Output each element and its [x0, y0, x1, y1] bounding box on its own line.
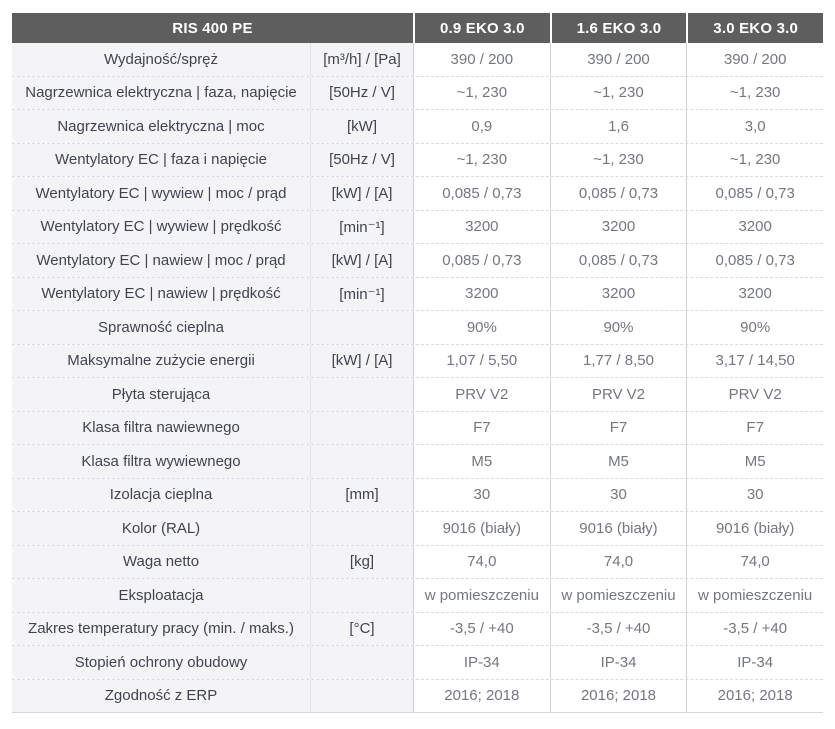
- spec-value: ~1, 230: [686, 77, 823, 110]
- table-row: [12, 378, 823, 412]
- table-row: [12, 244, 823, 278]
- spec-label: Wentylatory EC | faza i napięcie: [12, 144, 310, 177]
- spec-value: PRV V2: [550, 378, 687, 411]
- spec-value: 74,0: [413, 546, 550, 579]
- spec-value: IP-34: [550, 646, 687, 679]
- spec-label: Klasa filtra nawiewnego: [12, 412, 310, 445]
- spec-value: 1,07 / 5,50: [413, 345, 550, 378]
- spec-value: F7: [686, 412, 823, 445]
- spec-unit: [kW]: [310, 110, 413, 143]
- spec-value: 0,085 / 0,73: [550, 244, 687, 277]
- spec-value: M5: [686, 445, 823, 478]
- spec-unit: [m³/h] / [Pa]: [310, 43, 413, 76]
- spec-value: 0,085 / 0,73: [686, 244, 823, 277]
- spec-value: 3200: [686, 278, 823, 311]
- spec-value: 90%: [550, 311, 687, 344]
- table-row: [12, 345, 823, 379]
- spec-value: ~1, 230: [550, 144, 687, 177]
- spec-label: Wentylatory EC | nawiew | moc / prąd: [12, 244, 310, 277]
- spec-value: PRV V2: [686, 378, 823, 411]
- spec-label: Wentylatory EC | nawiew | prędkość: [12, 278, 310, 311]
- spec-value: w pomieszczeniu: [686, 579, 823, 612]
- spec-label: Wentylatory EC | wywiew | prędkość: [12, 211, 310, 244]
- spec-unit: [310, 311, 413, 344]
- spec-unit: [310, 579, 413, 612]
- spec-unit: [310, 512, 413, 545]
- spec-unit: [310, 378, 413, 411]
- model-header-3: 3.0 EKO 3.0: [686, 13, 823, 43]
- spec-value: 3,17 / 14,50: [686, 345, 823, 378]
- spec-value: 2016; 2018: [686, 680, 823, 713]
- spec-value: w pomieszczeniu: [413, 579, 550, 612]
- spec-value: 0,085 / 0,73: [413, 244, 550, 277]
- spec-value: IP-34: [413, 646, 550, 679]
- spec-label: Zakres temperatury pracy (min. / maks.): [12, 613, 310, 646]
- spec-value: PRV V2: [413, 378, 550, 411]
- table-row: [12, 646, 823, 680]
- spec-label: Kolor (RAL): [12, 512, 310, 545]
- spec-unit: [310, 680, 413, 713]
- table-row: [12, 445, 823, 479]
- spec-value: ~1, 230: [413, 144, 550, 177]
- spec-unit: [50Hz / V]: [310, 144, 413, 177]
- spec-value: 3200: [550, 211, 687, 244]
- spec-unit: [min⁻¹]: [310, 278, 413, 311]
- spec-value: 90%: [686, 311, 823, 344]
- table-row: [12, 177, 823, 211]
- spec-value: 30: [686, 479, 823, 512]
- spec-value: 74,0: [550, 546, 687, 579]
- spec-value: 0,085 / 0,73: [413, 177, 550, 210]
- spec-value: 3200: [413, 278, 550, 311]
- spec-value: 1,6: [550, 110, 687, 143]
- model-header-2: 1.6 EKO 3.0: [550, 13, 687, 43]
- spec-label: Nagrzewnica elektryczna | moc: [12, 110, 310, 143]
- spec-table: [12, 13, 823, 713]
- table-row: [12, 680, 823, 714]
- spec-label: Wentylatory EC | wywiew | moc / prąd: [12, 177, 310, 210]
- spec-label: Wydajność/spręż: [12, 43, 310, 76]
- table-row: [12, 412, 823, 446]
- table-body: [12, 43, 823, 713]
- spec-unit: [min⁻¹]: [310, 211, 413, 244]
- spec-unit: [310, 646, 413, 679]
- spec-unit: [kg]: [310, 546, 413, 579]
- spec-unit: [50Hz / V]: [310, 77, 413, 110]
- spec-label: Izolacja cieplna: [12, 479, 310, 512]
- spec-value: 90%: [413, 311, 550, 344]
- spec-label: Nagrzewnica elektryczna | faza, napięcie: [12, 77, 310, 110]
- spec-value: 3200: [413, 211, 550, 244]
- spec-label: Maksymalne zużycie energii: [12, 345, 310, 378]
- spec-value: 390 / 200: [686, 43, 823, 76]
- table-row: [12, 43, 823, 77]
- model-header-1: 0.9 EKO 3.0: [413, 13, 550, 43]
- product-name-header: RIS 400 PE: [12, 13, 413, 43]
- spec-unit: [310, 445, 413, 478]
- table-row: [12, 479, 823, 513]
- spec-value: 9016 (biały): [413, 512, 550, 545]
- spec-value: F7: [550, 412, 687, 445]
- spec-value: IP-34: [686, 646, 823, 679]
- spec-value: -3,5 / +40: [550, 613, 687, 646]
- spec-unit: [°C]: [310, 613, 413, 646]
- spec-value: 9016 (biały): [550, 512, 687, 545]
- spec-label: Sprawność cieplna: [12, 311, 310, 344]
- spec-unit: [kW] / [A]: [310, 177, 413, 210]
- table-row: [12, 278, 823, 312]
- spec-value: 2016; 2018: [413, 680, 550, 713]
- spec-value: F7: [413, 412, 550, 445]
- spec-unit: [310, 412, 413, 445]
- spec-label: Waga netto: [12, 546, 310, 579]
- spec-value: 1,77 / 8,50: [550, 345, 687, 378]
- spec-value: 30: [413, 479, 550, 512]
- table-row: [12, 144, 823, 178]
- table-row: [12, 211, 823, 245]
- spec-value: 3200: [686, 211, 823, 244]
- spec-value: ~1, 230: [550, 77, 687, 110]
- table-header-row: [12, 13, 823, 43]
- spec-value: -3,5 / +40: [686, 613, 823, 646]
- spec-value: 0,9: [413, 110, 550, 143]
- spec-value: 0,085 / 0,73: [686, 177, 823, 210]
- spec-value: 74,0: [686, 546, 823, 579]
- spec-label: Klasa filtra wywiewnego: [12, 445, 310, 478]
- spec-label: Zgodność z ERP: [12, 680, 310, 713]
- table-row: [12, 579, 823, 613]
- spec-unit: [mm]: [310, 479, 413, 512]
- spec-unit: [kW] / [A]: [310, 345, 413, 378]
- spec-value: 3,0: [686, 110, 823, 143]
- spec-value: w pomieszczeniu: [550, 579, 687, 612]
- table-row: [12, 512, 823, 546]
- spec-value: M5: [550, 445, 687, 478]
- table-row: [12, 110, 823, 144]
- table-row: [12, 546, 823, 580]
- spec-value: ~1, 230: [413, 77, 550, 110]
- spec-value: 3200: [550, 278, 687, 311]
- table-row: [12, 311, 823, 345]
- table-row: [12, 613, 823, 647]
- spec-label: Eksploatacja: [12, 579, 310, 612]
- table-row: [12, 77, 823, 111]
- spec-label: Płyta sterująca: [12, 378, 310, 411]
- spec-value: 30: [550, 479, 687, 512]
- spec-value: 9016 (biały): [686, 512, 823, 545]
- spec-value: 390 / 200: [413, 43, 550, 76]
- spec-value: M5: [413, 445, 550, 478]
- spec-label: Stopień ochrony obudowy: [12, 646, 310, 679]
- spec-value: 2016; 2018: [550, 680, 687, 713]
- spec-value: -3,5 / +40: [413, 613, 550, 646]
- spec-unit: [kW] / [A]: [310, 244, 413, 277]
- spec-value: ~1, 230: [686, 144, 823, 177]
- spec-value: 0,085 / 0,73: [550, 177, 687, 210]
- spec-value: 390 / 200: [550, 43, 687, 76]
